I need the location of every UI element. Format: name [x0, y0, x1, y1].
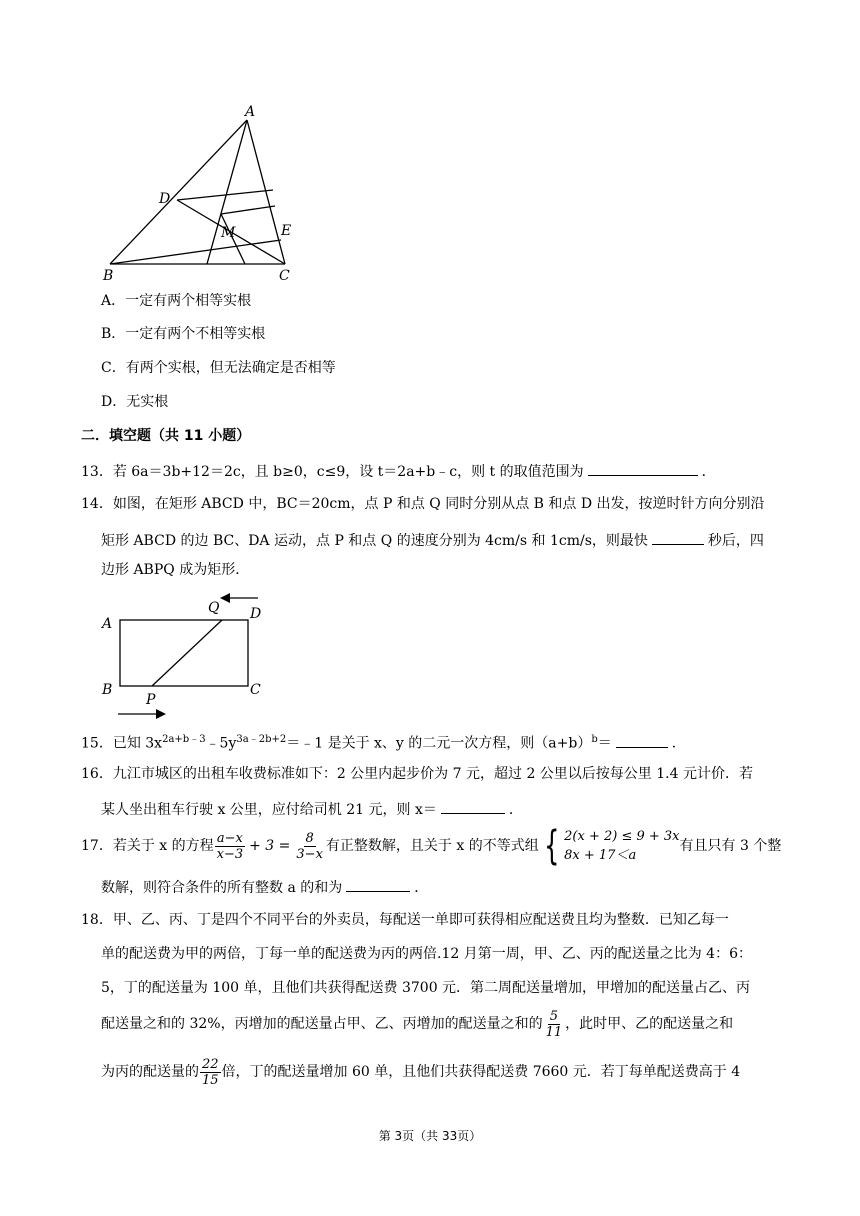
q18-text-5a: 为丙的配送量的	[101, 1064, 199, 1080]
q17-fraction-1-numerator: a−x	[216, 830, 243, 846]
rect-label-c: C	[250, 682, 261, 698]
q18-line-5	[101, 1052, 740, 1092]
q13-text: 若 6a＝3b+12＝2c，且 b≥0，c≤9，设 t＝2a+b﹣c，则 t 的取值范围为	[112, 464, 584, 480]
triangle-label-a: A	[245, 104, 256, 120]
q16-end: ．	[508, 802, 523, 818]
q17-line-2	[101, 875, 428, 898]
q18-line-4	[101, 1004, 733, 1044]
triangle-label-d: D	[159, 191, 171, 207]
q17-inequality-2: 8x + 17＜a	[564, 848, 637, 863]
q18-fraction-2-numerator: 22	[202, 1056, 219, 1072]
q17-inequality-1: 2(x + 2) ≤ 9 + 3x	[564, 829, 680, 844]
triangle-label-m: M	[221, 225, 236, 241]
q18-fraction-2-denominator: 15	[202, 1072, 219, 1088]
q15-text-mid: ﹣5y	[205, 735, 237, 752]
q15-answer-blank[interactable]	[616, 731, 668, 748]
q17-number: 17．	[81, 838, 113, 854]
q14-line-2	[101, 528, 764, 551]
q17-answer-blank[interactable]	[346, 875, 410, 892]
q15-exponent-3: b	[591, 734, 598, 745]
q14-text-1: 如图，在矩形 ABCD 中，BC＝20cm，点 P 和点 Q 同时分别从点 B 和点 D 出发，按逆时针方向分别沿	[112, 496, 765, 512]
rect-label-b: B	[102, 682, 113, 698]
q18-text-5b: 倍，丁的配送量增加 60 单，且他们共获得配送费 7660 元．若丁每单配送费高于 4	[221, 1064, 741, 1080]
q17-text-mid: 有正整数解，且关于 x 的不等式组	[325, 838, 539, 854]
triangle-figure	[95, 100, 305, 285]
q16-line-2	[101, 797, 523, 820]
page-footer: 第 3页（共 33页）	[378, 1129, 482, 1143]
q18-text-4b: ，此时甲、乙的配送量之和	[565, 1016, 734, 1032]
q17-plus-3: + 3 =	[249, 838, 291, 854]
q15-exponent-2: 3a﹣2b+2	[236, 734, 287, 745]
q18-line-2: 单的配送费为甲的两倍，丁每一单的配送费为丙的两倍.12 月第一周，甲、乙、丙的配送量之比为 4：6：	[101, 946, 752, 962]
q16-text-2: 某人坐出租车行驶 x 公里，应付给司机 21 元，则 x＝	[101, 802, 437, 818]
q17-fraction-2-numerator: 8	[305, 830, 314, 846]
q17-fraction-1	[215, 831, 246, 862]
q15-end: ．	[671, 735, 686, 752]
rect-label-p: P	[146, 692, 156, 708]
q14-number: 14．	[81, 496, 113, 512]
left-arrow-icon	[220, 593, 230, 603]
q15-text-pre: 已知 3x	[112, 735, 163, 752]
q18-line-3: 5，丁的配送量为 100 单，且他们共获得配送费 3700 元．第二周配送量增加，甲增加的配送量占乙、丙	[101, 980, 751, 996]
q15-exponent-1: 2a+b﹣3	[162, 734, 206, 745]
q12-option-d: D．无实根	[101, 394, 169, 410]
q17-inequality-system	[539, 823, 680, 869]
q16-text-1: 九江市城区的出租车收费标准如下：2 公里内起步价为 7 元，超过 2 公里以后按每公里 1.4 元计价．若	[112, 766, 753, 782]
q18-fraction-1-denominator: 11	[545, 1024, 563, 1040]
q13-answer-blank[interactable]	[588, 459, 698, 476]
q17-line-1	[81, 823, 782, 869]
triangle-label-e: E	[281, 223, 292, 239]
question-15	[81, 730, 686, 754]
q15-equals: ＝	[597, 735, 612, 752]
q18-text-1: 甲、乙、丙、丁是四个不同平台的外卖员，每配送一单即可获得相应配送费且均为整数．已知乙每一	[112, 912, 729, 928]
q17-fraction-1-denominator: x−3	[216, 846, 244, 862]
q18-text-4a: 配送量之和的 32%，丙增加的配送量占甲、乙、丙增加的配送量之和的	[101, 1016, 543, 1032]
q14-answer-blank[interactable]	[652, 528, 704, 545]
rect-label-d: D	[250, 606, 262, 622]
triangle-label-b: B	[103, 268, 114, 284]
q16-line-1	[81, 764, 753, 784]
q18-fraction-5-11	[544, 1009, 565, 1040]
q17-text-post: 有且只有 3 个整	[679, 838, 782, 854]
section-heading-fill-in: 二．填空题（共 11 小题）	[81, 428, 251, 444]
q18-fraction-22-15	[200, 1057, 221, 1088]
q16-answer-blank[interactable]	[441, 797, 505, 814]
q13-number: 13．	[81, 464, 113, 480]
question-13	[81, 459, 716, 482]
q12-option-b: B．一定有两个不相等实根	[101, 326, 266, 342]
q18-number: 18．	[81, 912, 113, 928]
q12-option-c: C．有两个实根，但无法确定是否相等	[101, 360, 336, 376]
triangle-label-c: C	[279, 268, 290, 284]
q18-fraction-1-numerator: 5	[549, 1008, 558, 1024]
q17-end: ．	[414, 880, 429, 896]
q17-fraction-2	[294, 831, 325, 862]
q18-line-1	[81, 910, 729, 930]
rectangle-figure	[98, 586, 278, 722]
q12-option-a: A．一定有两个相等实根	[101, 293, 252, 309]
q14-line-1	[81, 494, 765, 514]
q16-number: 16．	[81, 766, 113, 782]
q17-text-2: 数解，则符合条件的所有整数 a 的和为	[101, 880, 343, 896]
q17-text-pre: 若关于 x 的方程	[112, 838, 214, 854]
rect-label-q: Q	[208, 600, 220, 616]
q14-text-2a: 矩形 ABCD 的边 BC、DA 运动，点 P 和点 Q 的速度分别为 4cm/s 和 1cm/s，则最快	[101, 533, 648, 549]
left-brace-icon: {	[543, 823, 560, 869]
q15-number: 15．	[81, 735, 113, 752]
q17-fraction-2-denominator: 3−x	[296, 846, 323, 862]
q14-line-3: 边形 ABPQ 成为矩形．	[101, 562, 250, 578]
q14-text-2b: 秒后，四	[707, 533, 764, 549]
rect-label-a: A	[102, 616, 113, 632]
q15-text-post: ＝﹣1 是关于 x、y 的二元一次方程，则（a+b）	[286, 735, 592, 752]
q13-end: ．	[701, 464, 716, 480]
right-arrow-icon	[156, 709, 166, 719]
